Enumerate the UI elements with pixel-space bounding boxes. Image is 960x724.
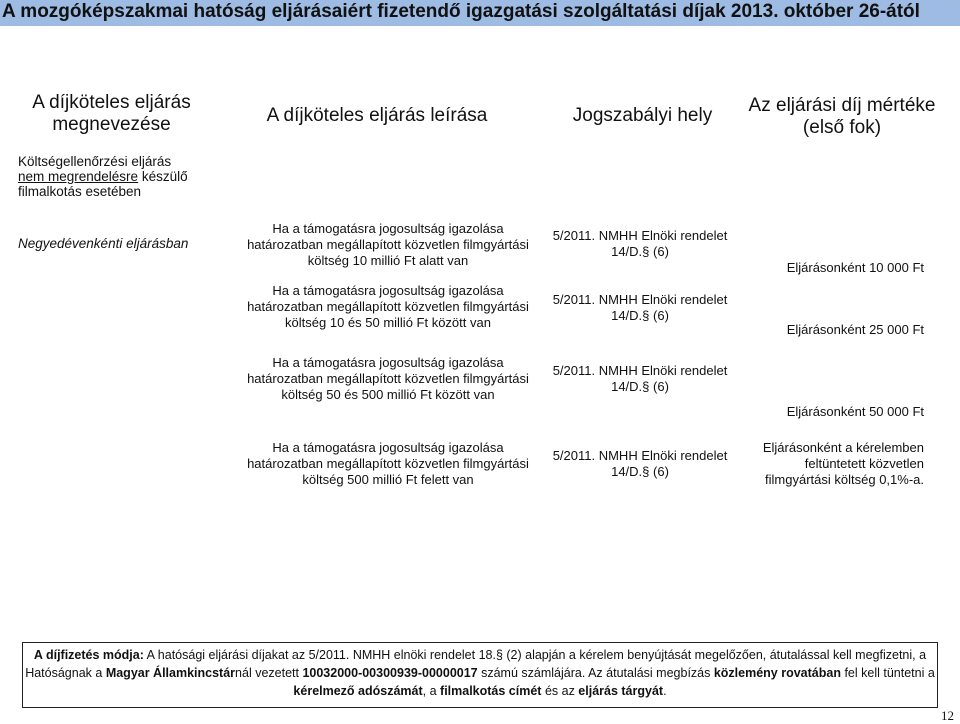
header-fee-amount: Az eljárási díj mértéke (első fok) (748, 95, 936, 138)
page-number: 12 (941, 708, 954, 723)
row-fee: Eljárásonként a kérelemben feltüntetett közvetlen filmgyártási költség 0,1%-a. (762, 440, 924, 487)
treasury-name: Magyar Államkincstár (105, 666, 236, 680)
row-description: Ha a támogatásra jogosultság igazolása határozatban megállapított közvetlen filmgyártási költség 500 millió Ft felett van (247, 440, 529, 487)
row-fee: Eljárásonként 50 000 Ft (786, 404, 924, 419)
procedure-name-line2 (18, 169, 213, 184)
row-legal-reference: 5/2011. NMHH Elnöki rendelet 14/D.§ (6) (552, 363, 728, 394)
row-legal-reference: 5/2011. NMHH Elnöki rendelet 14/D.§ (6) (552, 448, 728, 479)
row-description: Ha a támogatásra jogosultság igazolása határozatban megállapított közvetlen filmgyártási költség 50 és 500 millió Ft között van (247, 355, 529, 402)
row-fee: Eljárásonként 10 000 Ft (786, 260, 924, 275)
procedure-name (18, 154, 213, 199)
procedure-subtype: Negyedévenkénti eljárásban (18, 236, 189, 251)
applicant-tax-number: kérelmező adószámát (293, 684, 423, 698)
remark-field-label: közlemény rovatában (713, 666, 841, 680)
row-description: Ha a támogatásra jogosultság igazolása határozatban megállapított közvetlen filmgyártási költség 10 és 50 millió Ft között van (247, 283, 529, 330)
payment-method-label: A díjfizetés módja: (33, 648, 144, 662)
row-fee: Eljárásonként 25 000 Ft (786, 322, 924, 337)
payment-text: , a (422, 684, 441, 698)
row-legal-reference: 5/2011. NMHH Elnöki rendelet 14/D.§ (6) (552, 228, 728, 259)
procedure-name-line1: Költségellenőrzési eljárás (18, 154, 172, 169)
payment-text: nál vezetett (235, 666, 303, 680)
payment-text: és az (541, 684, 579, 698)
row-description: Ha a támogatásra jogosultság igazolása határozatban megállapított közvetlen filmgyártási költség 10 millió Ft alatt van (247, 221, 529, 268)
payment-text: . (663, 684, 667, 698)
payment-text: A hatósági eljárási díjakat az 5/2011. NMHH elnöki rendelet 18.§ (2) alapján a kérelem benyújtását megelőzően, átutalással kell megfizetni, a Hatóságnak a (25, 648, 927, 680)
header-procedure-name: A díjköteles eljárás megnevezése (32, 92, 191, 135)
header-procedure-description: A díjköteles eljárás leírása (266, 105, 488, 126)
film-title: filmalkotás címét (440, 684, 542, 698)
procedure-name-rest: készülő (138, 169, 188, 184)
procedure-name-line3: filmalkotás esetében (18, 184, 142, 199)
payment-info-box (22, 642, 938, 708)
row-legal-reference: 5/2011. NMHH Elnöki rendelet 14/D.§ (6) (552, 292, 728, 323)
procedure-subject: eljárás tárgyát (578, 684, 664, 698)
payment-text: fel kell tüntetni a (840, 666, 935, 680)
procedure-name-underlined: nem megrendelésre (18, 169, 139, 184)
payment-text: számú számlájára. Az átutalási megbízás (477, 666, 714, 680)
header-legal-reference: Jogszabályi hely (572, 105, 713, 126)
account-number: 10032000-00300939-00000017 (302, 666, 478, 680)
page-title: A mozgóképszakmai hatóság eljárásaiért fizetendő igazgatási szolgáltatási díjak 2013. október 26-ától (0, 0, 960, 26)
